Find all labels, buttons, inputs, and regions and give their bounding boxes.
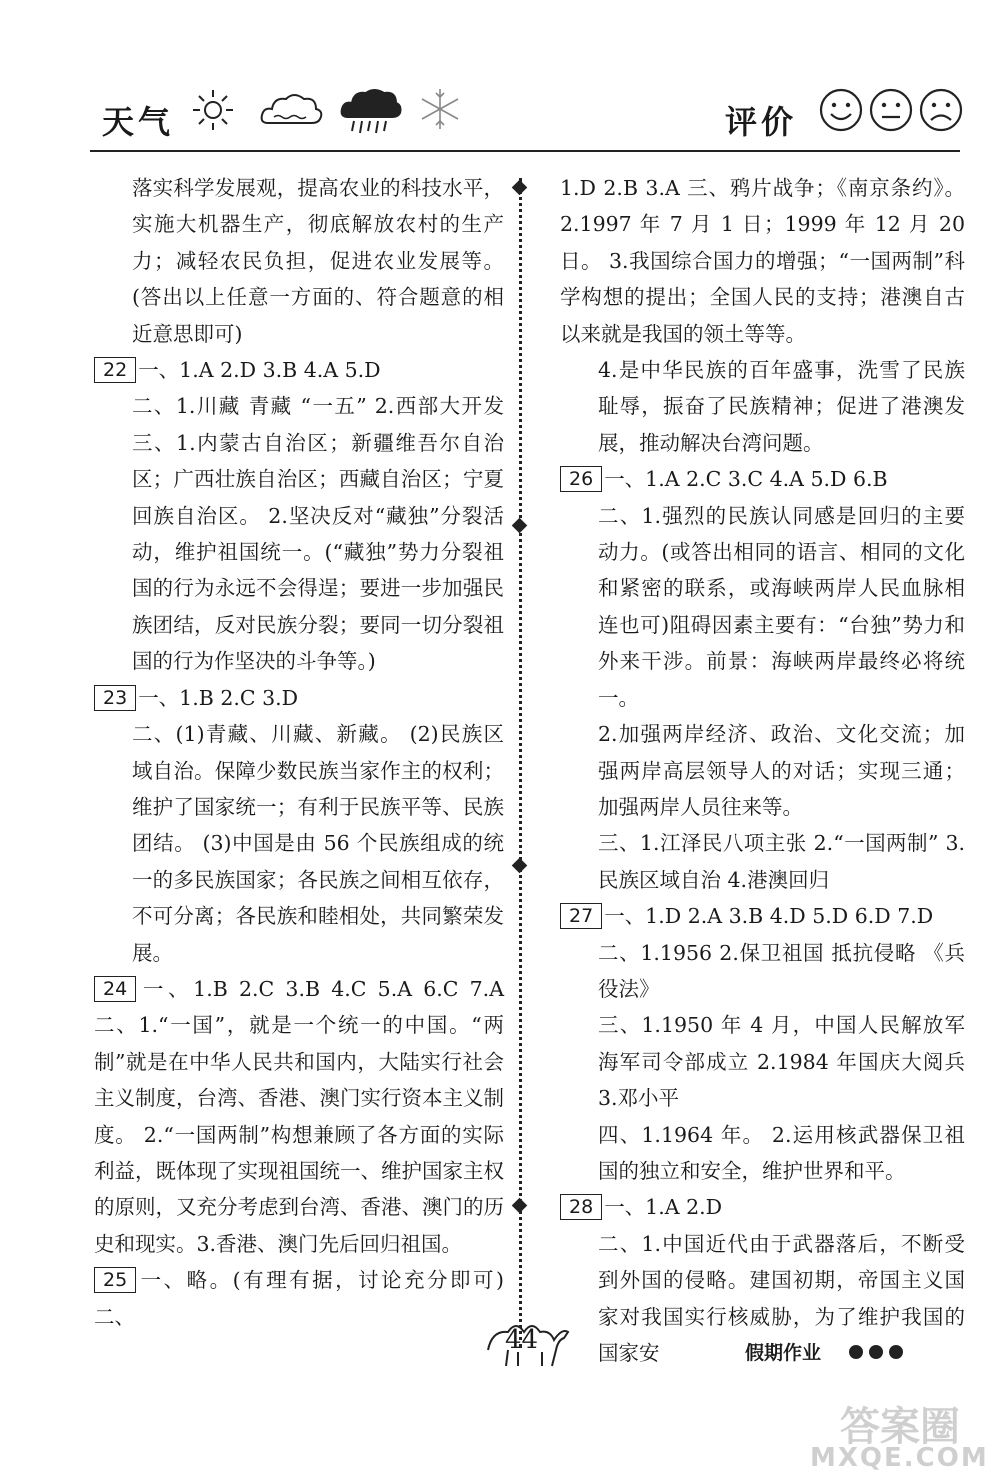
answer-line: 一、1.A 2.D 3.B 4.A 5.D <box>138 358 381 383</box>
question-number: 22 <box>94 357 136 383</box>
left-column <box>94 170 504 1335</box>
answer-23 <box>94 680 504 716</box>
question-number: 27 <box>560 903 602 929</box>
answer-24 <box>94 971 504 1262</box>
answer-line: 一、1.A 2.C 3.C 4.A 5.D 6.B <box>604 467 888 492</box>
answer-line: 一、略。(有理有据，讨论充分即可) 二、 <box>94 1268 504 1329</box>
answer-line: 一、1.B 2.C 3.D <box>138 685 299 710</box>
watermark-url: MXQE.COM <box>810 1443 989 1473</box>
page-number: 44 <box>505 1325 539 1355</box>
answer-text: 三、1.1950 年 4 月，中国人民解放军海军司令部成立 2.1984 年国庆大阅兵 3.邓小平 <box>598 1013 965 1111</box>
snowflake-icon <box>418 87 462 131</box>
answer-text: 四、1.1964 年。 2.运用核武器保卫祖国的独立和安全，维护世界和平。 <box>598 1122 965 1183</box>
divider-dot <box>512 1198 528 1214</box>
answer-26 <box>560 461 965 497</box>
rain-cloud-icon <box>340 87 402 137</box>
question-number: 28 <box>560 1194 602 1220</box>
right-column <box>560 170 965 1371</box>
weather-label: 天气 <box>102 103 175 141</box>
answer-text: 1.D 2.B 3.A 三、鸦片战争；《南京条约》。 2.1997 年 7 月 1 日；1999 年 12 月 20 日。 3.我国综合国力的增强；“一国两制”科学构想的提出；全国人民的支持；港澳自古以来就是我国的领土等等。 <box>560 176 965 346</box>
answer-text: 二、1.1956 2.保卫祖国 抵抗侵略 《兵役法》 <box>598 940 965 1001</box>
answer-text: 二、(1)青藏、川藏、新藏。 (2)民族区域自治。保障少数民族当家作主的权利；维护了国家统一；有利于民族平等、民族团结。 (3)中国是由 56 个民族组成的统一的多民族国家；各民族之间相互依存，不可分离；各民族和睦相处，共同繁荣发展。 <box>132 722 504 965</box>
dots-icon <box>848 1342 908 1362</box>
divider-dot <box>512 180 528 196</box>
answer-27 <box>560 898 965 934</box>
watermark-logo <box>810 1395 990 1475</box>
answer-text: 4.是中华民族的百年盛事，洗雪了民族耻辱，振奋了民族精神；促进了港澳发展，推动解决台湾问题。 <box>598 358 965 455</box>
answer-text: 落实科学发展观，提高农业的科技水平，实施大机器生产，彻底解放农村的生产力；减轻农民负担，促进农业发展等。(答出以上任意一方面的、符合题意的相近意思即可) <box>132 176 504 346</box>
question-number: 23 <box>94 685 136 711</box>
question-number: 26 <box>560 466 602 492</box>
sun-icon <box>190 87 236 133</box>
column-divider <box>519 178 522 1348</box>
sad-face-icon <box>918 87 964 133</box>
answer-text: 二、1.川藏 青藏 “一五” 2.西部大开发 三、1.内蒙古自治区；新疆维吾尔自治区；广西壮族自治区；西藏自治区；宁夏回族自治区。 2.坚决反对“藏独”分裂活动，维护祖国统一。(“藏独”势力分裂祖国的行为永远不会得逞；要进一步加强民族团结，反对民族分裂；要同一切分裂祖国的行为作坚决的斗争等。) <box>132 394 504 674</box>
question-number: 25 <box>94 1267 136 1293</box>
rating-label: 评价 <box>725 103 798 141</box>
answer-text: 二、1.中国近代由于武器落后，不断受到外国的侵略。建国初期，帝国主义国家对我国实行核威胁，为了维护我国的国家安 <box>598 1231 965 1365</box>
divider-dot <box>512 858 528 874</box>
happy-face-icon <box>818 87 864 133</box>
answer-line: 一、1.A 2.D <box>604 1195 723 1220</box>
answer-22 <box>94 352 504 388</box>
answer-28 <box>560 1189 965 1225</box>
page-header <box>90 85 960 155</box>
answer-text: 二、1.强烈的民族认同感是回归的主要动力。(或答出相同的语言、相同的文化和紧密的联系，或海峡两岸人民血脉相连也可)阻碍因素主要有：“台独”势力和外来干涉。前景：海峡两岸最终必将统一。 <box>598 503 965 710</box>
cloud-icon <box>258 87 324 133</box>
watermark-text: 答案圈 <box>840 1404 960 1450</box>
answer-text: 三、1.江泽民八项主张 2.“一国两制” 3.民族区域自治 4.港澳回归 <box>598 831 965 892</box>
answer-text: 2.加强两岸经济、政治、文化交流；加强两岸高层领导人的对话；实现三通；加强两岸人员往来等。 <box>598 722 965 819</box>
answer-25 <box>94 1262 504 1335</box>
footer-label: 假期作业 <box>745 1342 822 1364</box>
answer-line: 一、1.B 2.C 3.B 4.C 5.A 6.C 7.A 二、1.“一国”，就是一个统一的中国。“两制”就是在中华人民共和国内，大陆实行社会主义制度，台湾、香港、澳门实行资本主义制度。 2.“一国两制”构想兼顾了各方面的实际利益，既体现了实现祖国统一、维护国家主权的原则，又充分考虑到台湾、香港、澳门的历史和现实。3.香港、澳门先后回归祖国。 <box>94 976 504 1256</box>
answer-line: 一、1.D 2.A 3.B 4.D 5.D 6.D 7.D <box>604 904 934 929</box>
header-rule <box>90 150 960 152</box>
question-number: 24 <box>94 976 136 1002</box>
neutral-face-icon <box>868 87 914 133</box>
divider-dot <box>512 518 528 534</box>
